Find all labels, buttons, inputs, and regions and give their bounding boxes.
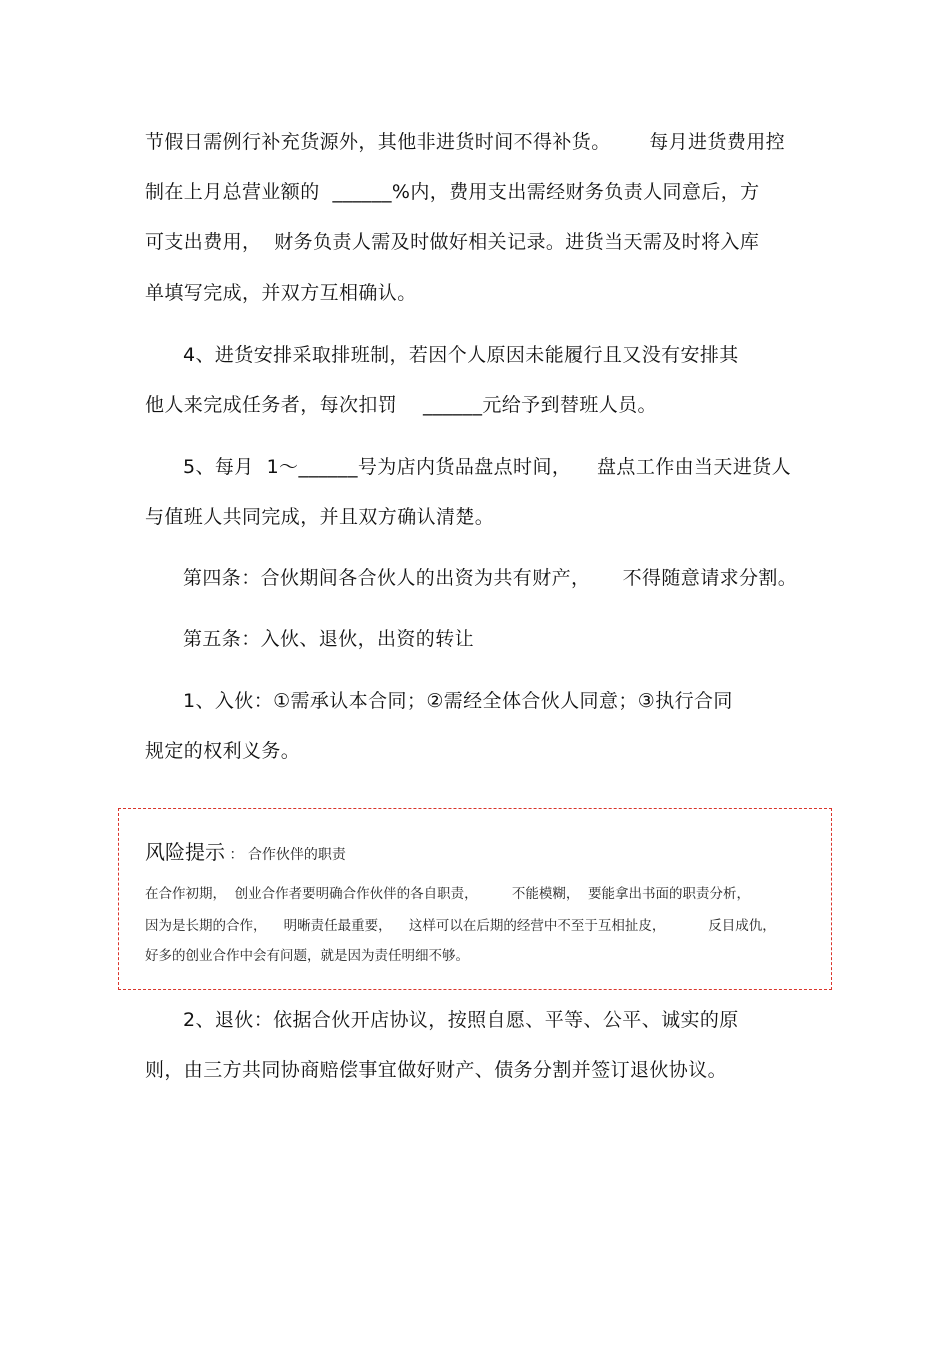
risk-tip-box	[118, 808, 832, 990]
paragraph-line: 规定的权利义务。	[145, 740, 301, 762]
paragraph-line: 制在上月总营业额的 ______%内，费用支出需经财务负责人同意后，方	[145, 181, 760, 203]
risk-tip-separator: ：	[225, 847, 248, 863]
risk-tip-title: 风险提示	[145, 840, 225, 864]
paragraph-line: 可支出费用， 财务负责人需及时做好相关记录。进货当天需及时将入库	[145, 231, 760, 253]
paragraph-line: 与值班人共同完成，并且双方确认清楚。	[145, 506, 495, 528]
paragraph-line: 2、退伙：依据合伙开店协议，按照自愿、平等、公平、诚实的原	[183, 1009, 739, 1031]
risk-tip-heading	[145, 839, 346, 868]
paragraph-line: 节假日需例行补充货源外，其他非进货时间不得补货。 每月进货费用控	[145, 131, 786, 153]
risk-tip-line: 好多的创业合作中会有问题，就是因为责任明细不够。	[145, 948, 469, 964]
article-heading: 第五条：入伙、退伙，出资的转让	[183, 628, 475, 650]
paragraph-line: 4、进货安排采取排班制，若因个人原因未能履行且又没有安排其	[183, 344, 739, 366]
article-heading: 第四条：合伙期间各合伙人的出资为共有财产， 不得随意请求分割。	[183, 567, 798, 589]
paragraph-line: 则，由三方共同协商赔偿事宜做好财产、债务分割并签订退伙协议。	[145, 1059, 728, 1081]
risk-tip-line: 因为是长期的合作， 明晰责任最重要， 这样可以在后期的经营中不至于互相扯皮， 反目成仇，	[145, 918, 776, 934]
risk-tip-subtitle: 合作伙伴的职责	[247, 847, 346, 863]
paragraph-line: 他人来完成任务者，每次扣罚 ______元给予到替班人员。	[145, 394, 657, 416]
paragraph-line: 1、入伙：①需承认本合同；②需经全体合伙人同意；③执行合同	[183, 690, 733, 712]
paragraph-line: 5、每月 1～______号为店内货品盘点时间， 盘点工作由当天进货人	[183, 456, 792, 478]
risk-tip-line: 在合作初期， 创业合作者要明确合作伙伴的各自职责， 不能模糊， 要能拿出书面的职责分析，	[145, 886, 750, 902]
paragraph-line: 单填写完成，并双方互相确认。	[145, 282, 417, 304]
